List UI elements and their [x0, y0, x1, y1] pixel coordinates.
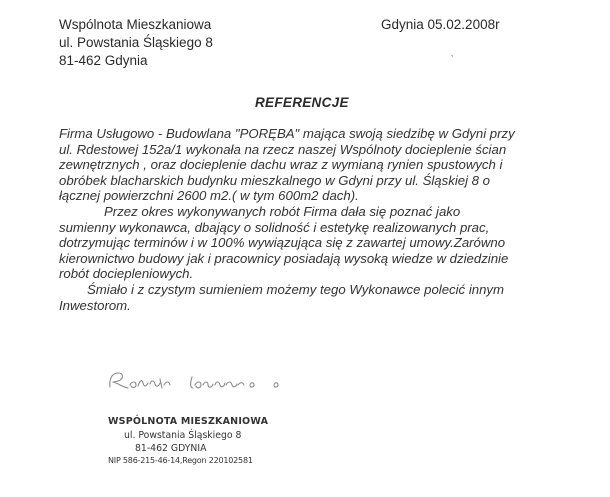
stamp-tax-ids: NIP 586-215-46-14,Regon 220102581: [108, 456, 253, 465]
body-line: obróbek blacharskich budynku mieszkalnego w Gdyni przy ul. Śląskiej 8 o: [59, 172, 491, 188]
handwritten-signature-icon: [104, 363, 294, 402]
body-line: ul. Rdestowej 152a/1 wykonała na rzecz naszej Wspólnoty docieplenie ścian: [59, 141, 507, 157]
sender-address: [59, 16, 213, 70]
letter-body: [59, 126, 579, 313]
body-line: zewnętrznych , oraz docieplenie dachu wraz z wymianą rynien spustowych i: [59, 157, 503, 173]
company-stamp: [108, 416, 268, 465]
body-line: Przez okres wykonywanych robót Firma dała się poznać jako: [104, 203, 461, 219]
stamp-name: WSPÓLNOTA MIESZKANIOWA: [108, 416, 269, 427]
letter-date: Gdynia 05.02.2008r: [381, 17, 500, 32]
body-line: łącznej powierzchni 2600 m2.( w tym 600m2 dach).: [59, 188, 359, 204]
sender-name: Wspólnota Mieszkaniowa: [59, 17, 212, 32]
body-line: Firma Usługowo - Budowlana "PORĘBA" mająca swoją siedzibę w Gdyni przy: [59, 126, 515, 141]
body-line: kierownictwo budowy jak i pracownicy posiadają wysoką wiedze w dziedzinie: [59, 250, 509, 266]
body-line: Śmiało i z czystym sumieniem możemy tego Wykonawce polecić innym: [87, 281, 504, 297]
body-line: dotrzymując terminów i w 100% wywiązująca się z zawartej umowy.Zarówno: [59, 235, 506, 251]
body-line: Inwestorom.: [59, 297, 131, 313]
body-line: robót dociepleniowych.: [59, 266, 194, 282]
sender-city: 81-462 Gdynia: [59, 53, 148, 68]
scan-speck: ‚: [451, 48, 454, 59]
sender-street: ul. Powstania Śląskiego 8: [59, 35, 213, 50]
body-line: sumienny wykonawca, dbający o solidność i estetykę realizowanych prac,: [59, 219, 490, 235]
stamp-street: ul. Powstania Śląskiego 8: [124, 430, 242, 441]
letter-title: REFERENCJE: [255, 95, 349, 110]
stamp-city: 81-462 GDYNIA: [135, 443, 207, 454]
